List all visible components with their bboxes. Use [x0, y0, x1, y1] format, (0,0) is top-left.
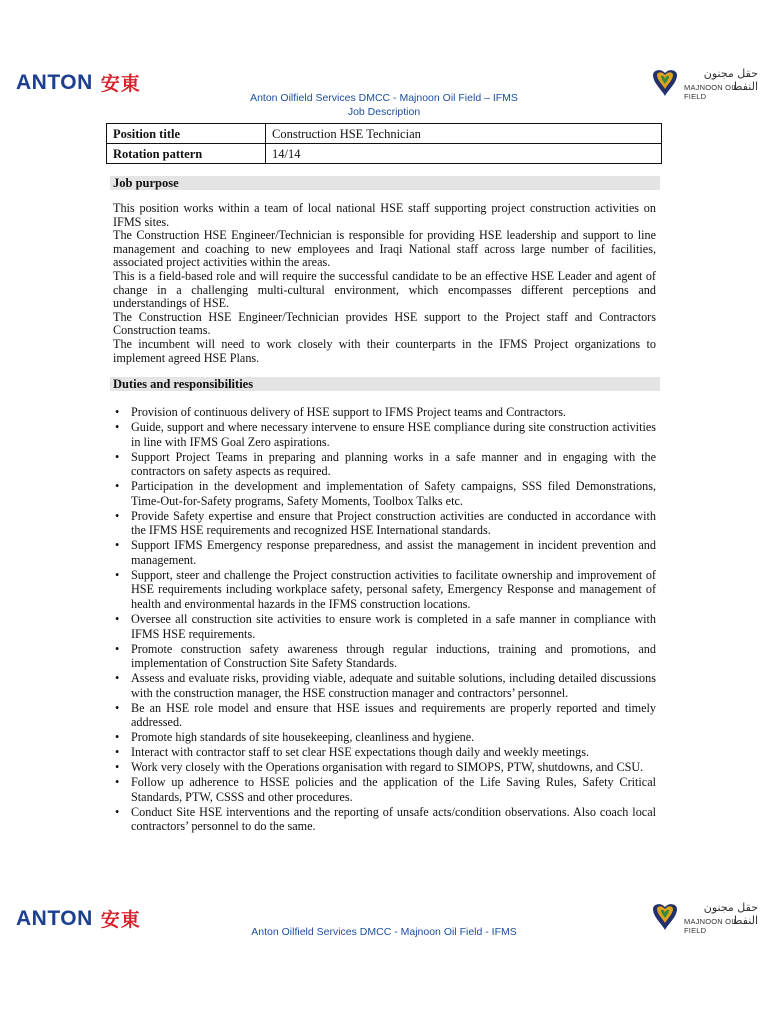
- list-item: [113, 405, 656, 420]
- duties-list: [113, 405, 656, 834]
- position-table: [106, 123, 662, 164]
- rotation-pattern-value: 14/14: [266, 144, 662, 164]
- duty-text: Interact with contractor staff to set clear HSE expectations though daily and weekly meetings.: [131, 745, 590, 760]
- rotation-pattern-label: Rotation pattern: [107, 144, 266, 164]
- bullet-icon: •: [115, 641, 120, 656]
- duty-text: Provide Safety expertise and ensure that Project construction activities are conducted in accordance with the IFMS HSE requirements and recognized HSE International standards.: [131, 508, 656, 538]
- table-row: [107, 144, 662, 164]
- footer-anton-logo-chinese: 安東: [100, 909, 141, 931]
- list-item: [113, 420, 656, 449]
- list-item: [113, 538, 656, 567]
- duty-text: Work very closely with the Operations organisation with regard to SIMOPS, PTW, shutdowns, and CSU.: [131, 760, 644, 775]
- bullet-icon: •: [115, 700, 120, 715]
- majnoon-logo-english: MAJNOON OIL FIELD: [684, 83, 738, 101]
- duty-text: Conduct Site HSE interventions and the reporting of unsafe acts/condition observations. Also coach local contractors’ personnel to do the same.: [131, 804, 656, 834]
- table-row: [107, 124, 662, 144]
- list-item: [113, 509, 656, 538]
- anton-logo-text: ANTON: [16, 70, 93, 94]
- list-item: [113, 760, 656, 775]
- list-item: [113, 450, 656, 479]
- purpose-paragraph: The Construction HSE Engineer/Technician is responsible for providing HSE leadership and support to line management and coaching to new employees and Iraqi National staff across large number of facilities, associated project activities within the areas.: [113, 228, 656, 270]
- duty-text: Support IFMS Emergency response preparedness, and assist the management in incident prevention and management.: [131, 538, 656, 567]
- list-item: [113, 642, 656, 671]
- duty-text: Participation in the development and implementation of Safety campaigns, SSS filed Demonstrations, Time-Out-for-Safety programs, Safety Moments, Toolbox Talks etc.: [131, 479, 656, 508]
- bullet-icon: •: [115, 745, 120, 760]
- duty-text: Follow up adherence to HSSE policies and the application of the Life Saving Rules, Safety Critical Standards, PTW, CSSS and other procedures.: [131, 775, 656, 804]
- footer-majnoon-logo-arabic: حقل مجنون النفط: [703, 901, 758, 927]
- purpose-paragraph: The incumbent will need to work closely with their counterparts in the IFMS Project organizations to implement agreed HSE Plans.: [113, 336, 656, 365]
- bullet-icon: •: [115, 804, 120, 819]
- list-item: [113, 479, 656, 508]
- header-doc-type: Job Description: [347, 106, 421, 118]
- list-item: [113, 745, 656, 760]
- bullet-icon: •: [115, 479, 120, 494]
- list-item: [113, 568, 656, 612]
- duty-text: Promote construction safety awareness through regular inductions, training and promotions, and implementation of Construction Site Safety Standards.: [131, 641, 656, 671]
- duty-text: Promote high standards of site housekeeping, cleanliness and hygiene.: [131, 730, 475, 745]
- list-item: [113, 730, 656, 745]
- bullet-icon: •: [115, 567, 120, 582]
- duty-text: Provision of continuous delivery of HSE support to IFMS Project teams and Contractors.: [131, 405, 566, 419]
- duty-text: Be an HSE role model and ensure that HSE issues and requirements are properly reported and timely addressed.: [131, 700, 656, 730]
- bullet-icon: •: [115, 760, 120, 775]
- list-item: [113, 612, 656, 641]
- purpose-paragraph: This is a field-based role and will require the successful candidate to be an effective HSE Leader and agent of change in a challenging multi-cultural environment, which encompasses different perceptions and understandings of HSE.: [113, 268, 656, 311]
- duty-text: Oversee all construction site activities to ensure work is completed in a safe manner in compliance with IFMS HSE requirements.: [131, 612, 656, 641]
- bullet-icon: •: [115, 671, 120, 686]
- bullet-icon: •: [115, 612, 120, 627]
- job-purpose-text: [113, 202, 656, 365]
- footer-anton-logo-text: ANTON: [16, 906, 93, 930]
- duty-text: Support Project Teams in preparing and planning works in a safe manner and in engaging with the contractors on safety aspects as required.: [131, 449, 656, 479]
- purpose-paragraph: The Construction HSE Engineer/Technician provides HSE support to the Project staff and Contractors Construction teams.: [113, 309, 656, 338]
- list-item: [113, 701, 656, 730]
- bullet-icon: •: [115, 449, 120, 464]
- footer-majnoon-logo-english: MAJNOON OIL FIELD: [684, 917, 738, 935]
- job-purpose-heading: Job purpose: [110, 176, 660, 190]
- position-title-label: Position title: [107, 124, 266, 144]
- duties-heading: Duties and responsibilities: [110, 377, 660, 391]
- bullet-icon: •: [115, 508, 120, 523]
- anton-logo-chinese: 安東: [100, 73, 141, 95]
- duty-text: Assess and evaluate risks, providing viable, adequate and suitable solutions, including detailed discussions with the construction manager, the HSE construction manager and contractors’ personnel.: [131, 671, 656, 700]
- majnoon-logo-arabic: حقل مجنون النفط: [703, 67, 758, 93]
- bullet-icon: •: [115, 775, 120, 790]
- bullet-icon: •: [115, 419, 120, 434]
- list-item: [113, 671, 656, 700]
- purpose-paragraph: This position works within a team of local national HSE staff supporting project construction activities on IFMS sites.: [113, 201, 656, 229]
- duty-text: Support, steer and challenge the Project construction activities to facilitate ownership and improvement of HSE requirements including workplace safety, personal safety, Emergency Response and management of health and environmental hazards in the IFMS construction locations.: [131, 567, 656, 612]
- position-title-value: Construction HSE Technician: [266, 124, 662, 144]
- bullet-icon: •: [115, 538, 120, 553]
- bullet-icon: •: [115, 730, 120, 745]
- bullet-icon: •: [115, 405, 120, 419]
- list-item: [113, 805, 656, 834]
- footer-company-line: Anton Oilfield Services DMCC - Majnoon Oil Field - IFMS: [251, 926, 517, 938]
- list-item: [113, 775, 656, 804]
- duty-text: Guide, support and where necessary intervene to ensure HSE compliance during site construction activities in line with IFMS Goal Zero aspirations.: [131, 419, 656, 449]
- header-company-line: Anton Oilfield Services DMCC - Majnoon Oil Field – IFMS: [250, 92, 518, 104]
